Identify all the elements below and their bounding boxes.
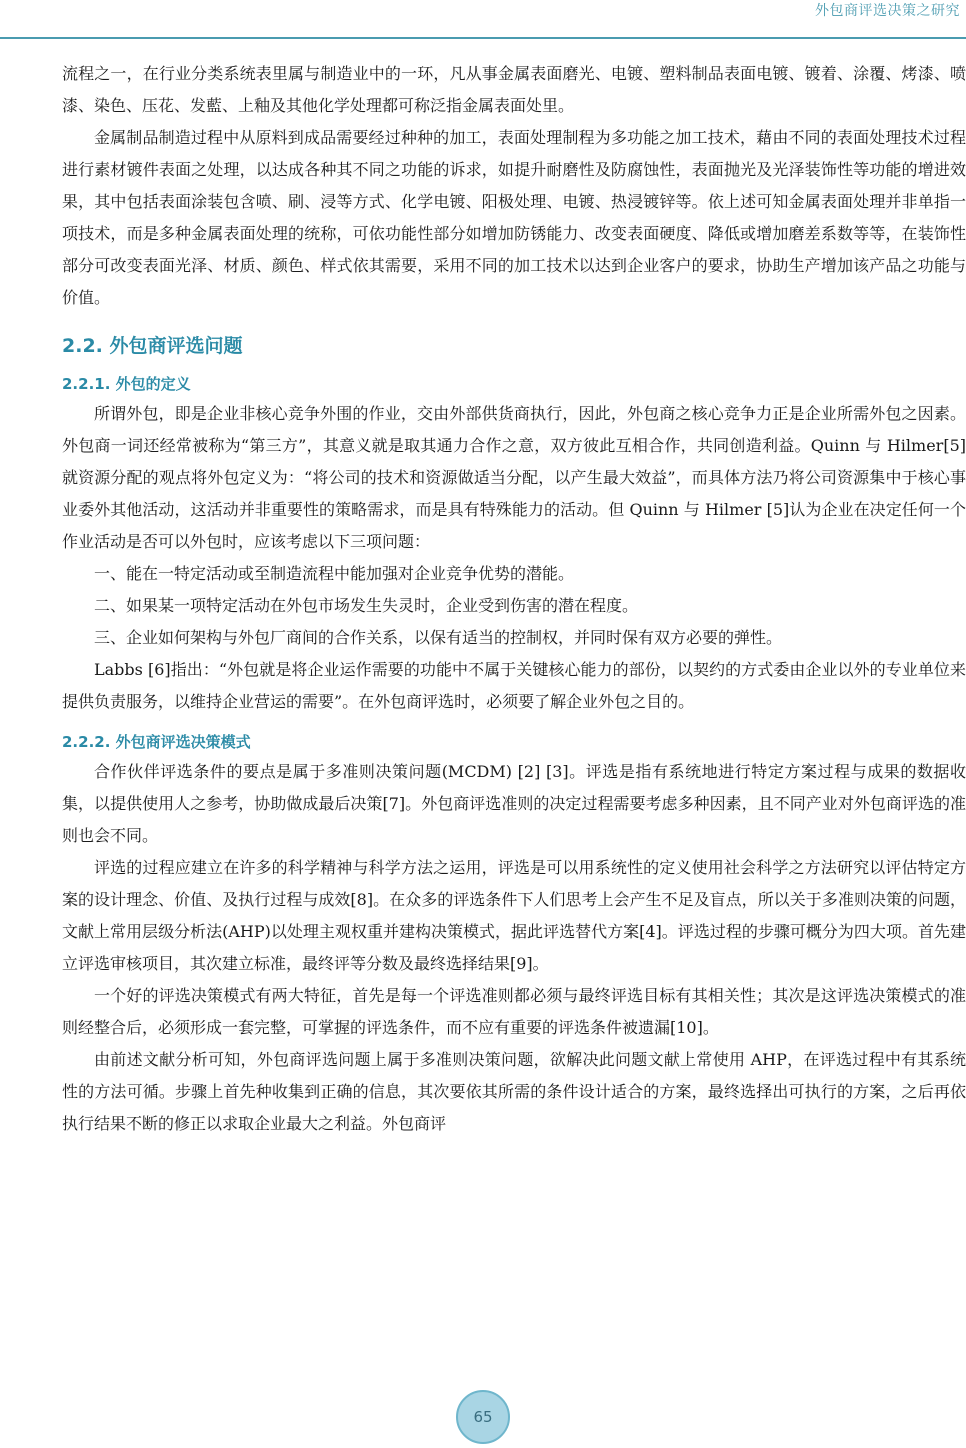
paragraph: 评选的过程应建立在许多的科学精神与科学方法之运用，评选是可以用系统性的定义使用社会科学之方法研究以评估特定方案的设计理念、价值、及执行过程与成效[8]。在众多的评选条件下人们思考上会产生不足及盲点，所以关于多准则决策的问题，文献上常用层级分析法(AHP)以处理主观权重并建构决策模式，据此评选替代方案[4]。评选过程的步骤可概分为四大项。首先建立评选审核项目，其次建立标准，最终评等分数及最终选择结果[9]。: [62, 858, 966, 973]
header-rule: [0, 37, 966, 39]
running-title: 外包商评选决策之研究: [815, 3, 960, 19]
paragraph: 金属制品制造过程中从原料到成品需要经过种种的加工，表面处理制程为多功能之加工技术，藉由不同的表面处理技术过程进行素材镀件表面之处理，以达成各种其不同之功能的诉求，如提升耐磨性及防腐蚀性，表面抛光及光泽装饰性等功能的增进效果，其中包括表面涂装包含喷、刷、浸等方式、化学电镀、阳极处理、电镀、热浸镀锌等。依上述可知金属表面处理并非单指一项技术，而是多种金属表面处理的统称，可依功能性部分如增加防锈能力、改变表面硬度、降低或增加磨差系数等等，在装饰性部分可改变表面光泽、材质、颜色、样式依其需要，采用不同的加工技术以达到企业客户的要求，协助生产增加该产品之功能与价值。: [62, 128, 966, 307]
page-number-badge: 65: [456, 1390, 510, 1444]
paragraph: Labbs [6]指出：“外包就是将企业运作需要的功能中不属于关键核心能力的部份，以契约的方式委由企业以外的专业单位来提供负责服务，以维持企业营运的需要”。在外包商评选时，必须要了解企业外包之目的。: [62, 660, 966, 711]
subsection-heading: 2.2.1. 外包的定义: [62, 375, 191, 393]
page-header: [0, 0, 966, 40]
paragraph: 合作伙伴评选条件的要点是属于多准则决策问题(MCDM) [2] [3]。评选是指有系统地进行特定方案过程与成果的数据收集，以提供使用人之参考，协助做成最后决策[7]。外包商评选准则的决定过程需要考虑多种因素，且不同产业对外包商评选的准则也会不同。: [62, 762, 966, 845]
page-content: [62, 58, 966, 1140]
paragraph: 一个好的评选决策模式有两大特征，首先是每一个评选准则都必须与最终评选目标有其相关性；其次是这评选决策模式的准则经整合后，必须形成一套完整，可掌握的评选条件，而不应有重要的评选条件被遗漏[10]。: [62, 986, 966, 1037]
paragraph: 由前述文献分析可知，外包商评选问题上属于多准则决策问题，欲解决此问题文献上常使用 AHP，在评选过程中有其系统性的方法可循。步骤上首先种收集到正确的信息，其次要依其所需的条件设计适合的方案，最终选择出可执行的方案，之后再依执行结果不断的修正以求取企业最大之利益。外包商评: [62, 1050, 966, 1133]
list-item: 三、企业如何架构与外包厂商间的合作关系，以保有适当的控制权，并同时保有双方必要的弹性。: [94, 628, 783, 647]
section-heading: 2.2. 外包商评选问题: [62, 335, 243, 357]
list-item: 二、如果某一项特定活动在外包市场发生失灵时，企业受到伤害的潜在程度。: [94, 596, 639, 615]
subsection-heading: 2.2.2. 外包商评选决策模式: [62, 733, 251, 751]
paragraph: 所谓外包，即是企业非核心竞争外围的作业，交由外部供货商执行，因此，外包商之核心竞争力正是企业所需外包之因素。外包商一词还经常被称为“第三方”，其意义就是取其通力合作之意，双方彼此互相合作，共同创造利益。Quinn 与 Hilmer[5]就资源分配的观点将外包定义为：“将公司的技术和资源做适当分配，以产生最大效益”，而具体方法乃将公司资源集中于核心事业委外其他活动，这活动并非重要性的策略需求，而是具有特殊能力的活动。但 Quinn 与 Hilmer [5]认为企业在决定任何一个作业活动是否可以外包时，应该考虑以下三项问题：: [62, 404, 966, 551]
list-item: 一、能在一特定活动或至制造流程中能加强对企业竞争优势的潜能。: [94, 564, 575, 583]
paragraph: 流程之一，在行业分类系统表里属与制造业中的一环，凡从事金属表面磨光、电镀、塑料制品表面电镀、镀着、涂覆、烤漆、喷漆、染色、压花、发藍、上釉及其他化学处理都可称泛指金属表面处里。: [62, 64, 966, 115]
